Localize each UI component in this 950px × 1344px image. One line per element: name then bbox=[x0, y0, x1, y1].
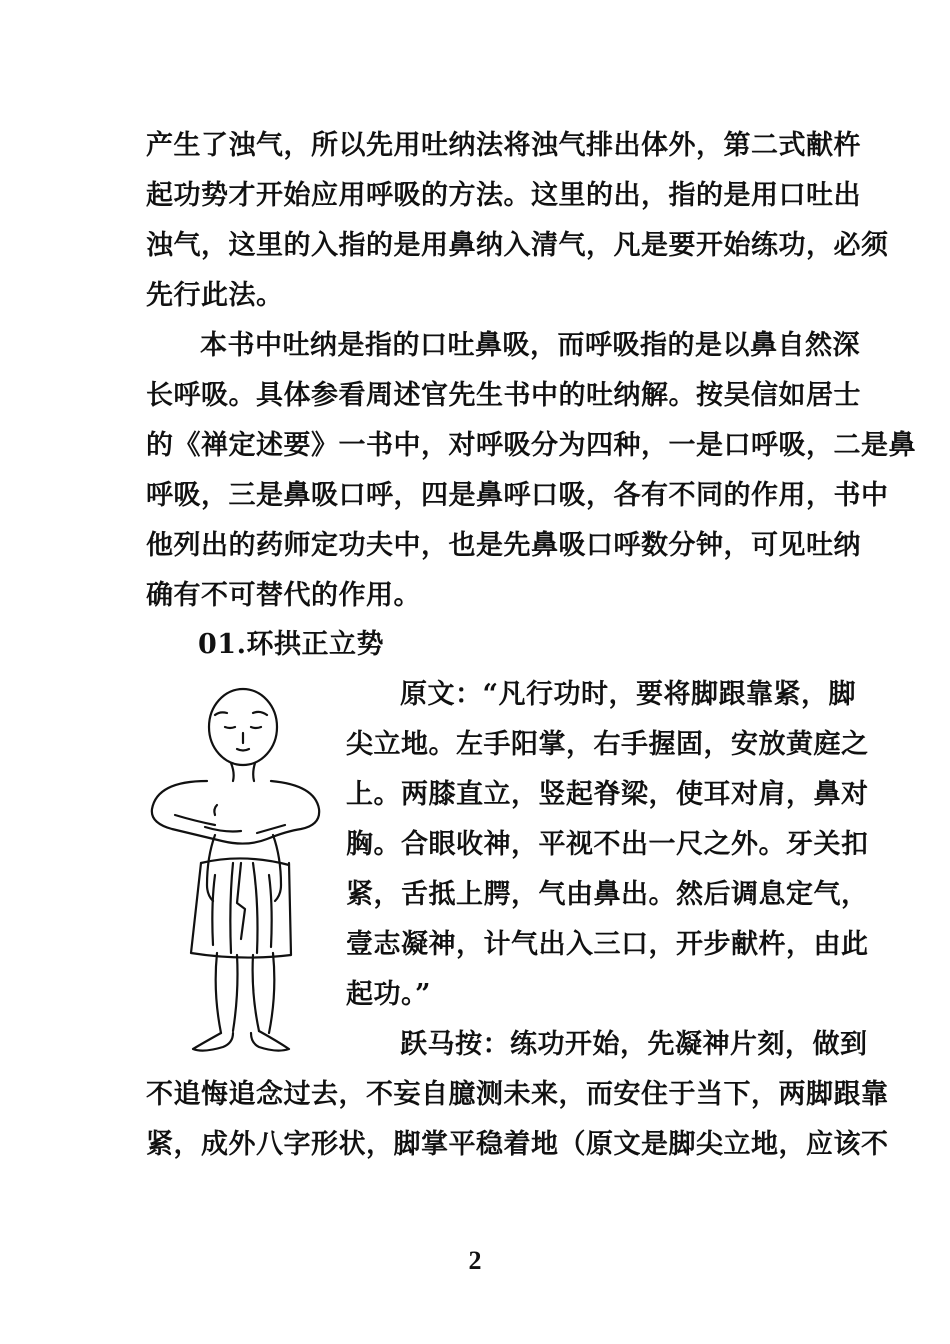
text-line: 跃马按：练功开始，先凝神片刻，做到 bbox=[400, 1029, 868, 1060]
text-line: 本书中吐纳是指的口吐鼻吸，而呼吸指的是以鼻自然深 bbox=[200, 330, 860, 361]
text-line: 的《禅定述要》一书中，对呼吸分为四种，一是口呼吸，二是鼻 bbox=[146, 430, 916, 461]
text-line: 浊气，这里的入指的是用鼻纳入清气，凡是要开始练功，必须 bbox=[146, 230, 889, 261]
text-line: 起功势才开始应用呼吸的方法。这里的出，指的是用口吐出 bbox=[146, 180, 861, 211]
text-line: 先行此法。 bbox=[146, 280, 284, 311]
text-line: 起功。” bbox=[346, 979, 432, 1010]
section-heading: 01.环拱正立势 bbox=[198, 629, 384, 660]
text-line: 紧，成外八字形状，脚掌平稳着地（原文是脚尖立地，应该不 bbox=[146, 1129, 889, 1160]
standing-figure-illustration bbox=[145, 685, 335, 1055]
text-line: 尖立地。左手阳掌，右手握固，安放黄庭之 bbox=[346, 729, 869, 760]
text-line: 紧，舌抵上腭，气由鼻出。然后调息定气， bbox=[346, 879, 869, 910]
text-line: 原文：“凡行功时，要将脚跟靠紧，脚 bbox=[400, 679, 857, 710]
text-line: 壹志凝神，计气出入三口，开步献杵，由此 bbox=[346, 929, 869, 960]
text-line: 确有不可替代的作用。 bbox=[146, 580, 421, 611]
text-line: 他列出的药师定功夫中，也是先鼻吸口呼数分钟，可见吐纳 bbox=[146, 530, 861, 561]
page-number: 2 bbox=[468, 1246, 482, 1275]
text-line: 呼吸，三是鼻吸口呼，四是鼻呼口吸，各有不同的作用，书中 bbox=[146, 480, 889, 511]
text-line: 长呼吸。具体参看周述官先生书中的吐纳解。按吴信如居士 bbox=[146, 380, 861, 411]
text-line: 不追悔追念过去，不妄自臆测未来，而安住于当下，两脚跟靠 bbox=[146, 1079, 889, 1110]
text-line: 胸。合眼收神，平视不出一尺之外。牙关扣 bbox=[346, 829, 869, 860]
text-line: 上。两膝直立，竖起脊梁，使耳对肩，鼻对 bbox=[346, 779, 869, 810]
text-line: 产生了浊气，所以先用吐纳法将浊气排出体外，第二式献杵 bbox=[146, 130, 861, 161]
